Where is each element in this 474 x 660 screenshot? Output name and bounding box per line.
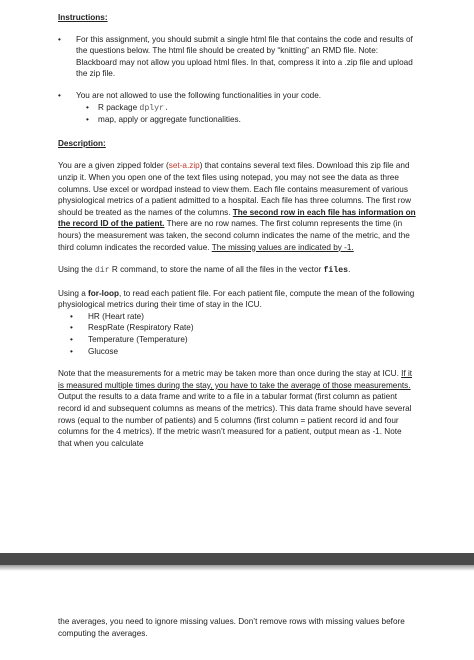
page-two	[58, 616, 416, 639]
record-id-note: The second row in each file has information on the record ID of the patient.	[58, 207, 416, 229]
restriction-dplyr	[76, 102, 416, 115]
instructions-list	[58, 34, 416, 80]
average-note: If it is measured multiple times during the stay, you have to take the average of those measurements.	[58, 369, 413, 390]
p1-text-a: You are a given zipped folder (	[58, 161, 169, 171]
instruction-item-restrictions	[58, 90, 416, 126]
metrics-list	[58, 311, 416, 357]
p2-text-c: .	[348, 265, 351, 275]
description-paragraph-2	[58, 264, 416, 277]
p2-text-b: R command, to store the name of all the files in the vector	[109, 265, 324, 275]
page-break-shadow	[0, 565, 474, 571]
page-one	[58, 0, 416, 449]
restrictions-text: You are not allowed to use the following functionalities in your code.	[76, 90, 322, 100]
p4-text-b: Output the results to a data frame and write to a file in a tabular format (first column as patient record id and subsequent columns as means of the metrics). This data frame should have several rows (equal to the number of patients) and 5 columns (first column = patient record id and four columns for the 4 metrics). If the metric wasn’t measured for a patient, output mean as -1. Note that when you calculate	[58, 392, 412, 448]
p4-text-a: Note that the measurements for a metric may be taken more than once during the stay at ICU.	[58, 369, 402, 379]
instructions-list-restrictions	[58, 90, 416, 126]
metric-resprate: • RespRate (Respiratory Rate)	[70, 322, 416, 334]
metric-glucose: • Glucose	[70, 346, 416, 358]
p2-text-a: Using the	[58, 265, 95, 275]
restriction-map-apply: • map, apply or aggregate functionalities.	[76, 114, 416, 126]
instructions-heading: Instructions:	[58, 13, 108, 22]
description-heading: Description:	[58, 138, 106, 148]
dplyr-code: dplyr.	[139, 103, 169, 113]
p1-text-c: There are no row names. The first column represents the time (in hours) the measurement was taken, the second column indicates the name of the metric, and the third column indicates the recorded value.	[58, 219, 410, 252]
metric-hr: • HR (Heart rate)	[70, 311, 416, 323]
set-a-zip-link[interactable]: set-a.zip	[168, 161, 200, 171]
description-paragraph-5: the averages, you need to ignore missing values. Don’t remove rows with missing values before computing the averages.	[58, 617, 405, 638]
restrictions-sublist	[76, 102, 416, 126]
description-paragraph-3	[58, 288, 416, 311]
dir-code: dir	[94, 266, 110, 276]
p3-text-b: , to read each patient file. For each patient file, compute the mean of the following physiological metrics during their time of stay in the ICU.	[58, 288, 415, 310]
for-loop-term: for-loop	[88, 288, 119, 298]
p3-text-a: Using a	[58, 288, 89, 298]
missing-values-note: The missing values are indicated by -1.	[211, 242, 354, 252]
description-paragraph-1	[58, 160, 416, 253]
metric-temperature: • Temperature (Temperature)	[70, 334, 416, 346]
instruction-item-submit: • For this assignment, you should submit a single html file that contains the code and results of the questions below. The html file should be created by “knitting” an RMD file. Note: Blackboard may not allow you upload html files. In that, compress it into a .zip file and upload the zip file.	[58, 34, 416, 80]
files-code: files	[323, 266, 349, 276]
description-paragraph-4	[58, 368, 416, 449]
restriction-dplyr-prefix: R package	[98, 102, 140, 112]
page-break-divider	[0, 553, 474, 565]
p1-text-b: ) that contains several text files. Download this zip file and unzip it. When you open one of the text files using notepad, you may not see the data as three columns. Use excel or wordpad instead to view them. Each file contains measurement of various physiological metrics of a patient admitted to a hospital. Each file has three columns. The first row should be treated as the names of the columns.	[58, 161, 411, 217]
